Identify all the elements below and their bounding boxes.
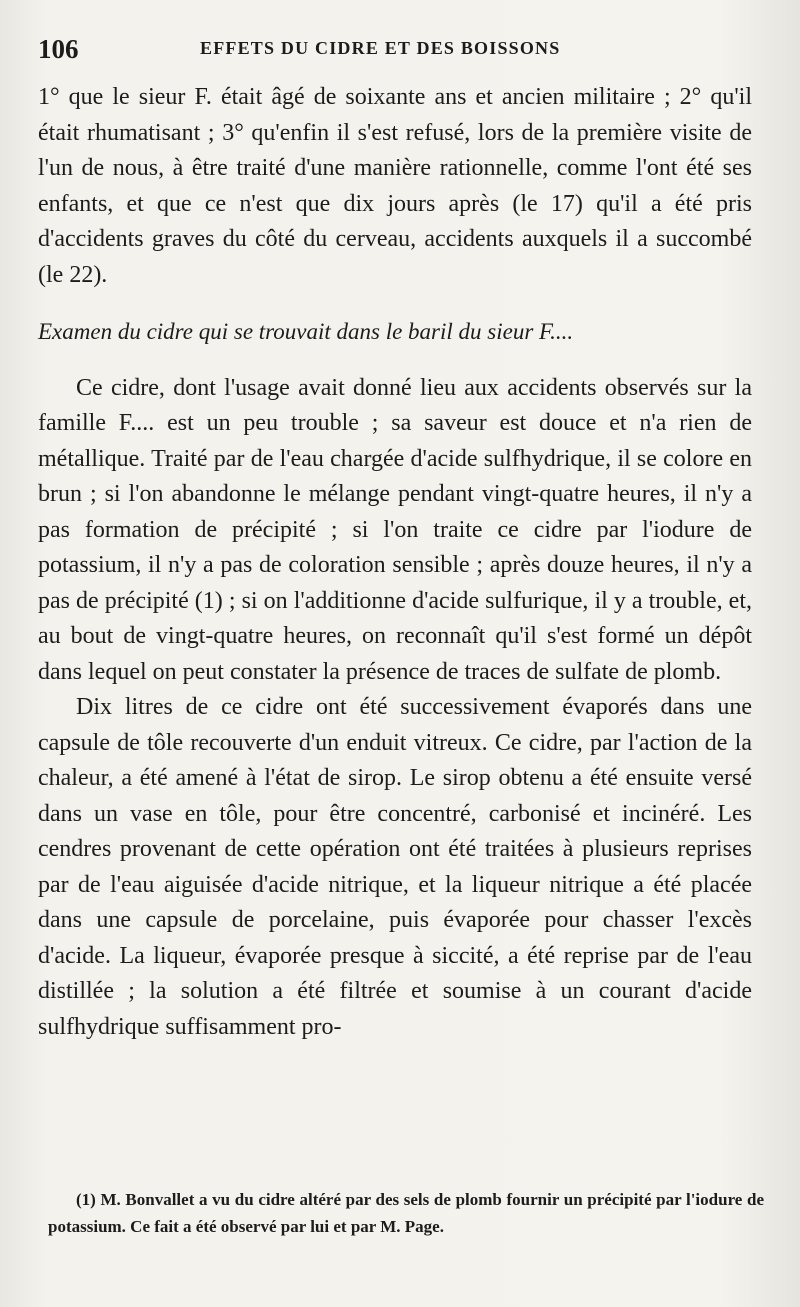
section-heading: Examen du cidre qui se trouvait dans le baril du sieur F.... (38, 319, 574, 344)
paragraph-evaporation: Dix litres de ce cidre ont été successivement évaporés dans une capsule de tôle recouverte d'un enduit vitreux. Ce cidre, par l'action de la chaleur, a été amené à l'état de sirop. Le sirop obtenu a été ensuite versé dans un vase en tôle, pour être concentré, carbonisé et incinéré. Les cendres provenant de cette opération ont été traitées à plusieurs reprises par de l'eau aiguisée d'acide nitrique, et la liqueur nitrique a été placée dans une capsule de porcelaine, puis évaporée pour chasser l'excès d'acide. La liqueur, évaporée presque à siccité, a été reprise par de l'eau distillée ; la solution a été filtrée et soumise à un courant d'acide sulfhydrique suffisamment pro- (38, 694, 752, 1040)
main-text (38, 80, 752, 1045)
paragraph-cidre-analysis: Ce cidre, dont l'usage avait donné lieu aux accidents observés sur la famille F.... est un peu trouble ; sa saveur est douce et n'a rien de métallique. Traité par de l'eau chargée d'acide sulfhydrique, il se colore en brun ; si l'on abandonne le mélange pendant vingt-quatre heures, il n'y a pas formation de précipité ; si l'on traite ce cidre par l'iodure de potassium, il n'y a pas de coloration sensible ; après douze heures, il n'y a pas de précipité (1) ; si on l'additionne d'acide sulfurique, il y a trouble, et, au bout de vingt-quatre heures, on reconnaît qu'il s'est formé un dépôt dans lequel on peut constater la présence de traces de sulfate de plomb. (38, 374, 752, 685)
page-header (38, 34, 758, 64)
page-number: 106 (38, 34, 79, 64)
footnote-1: (1) M. Bonvallet a vu du cidre altéré par des sels de plomb fournir un précipité par l'iodure de potassium. Ce fait a été observé par lui et par M. Page. (48, 1190, 764, 1236)
running-head: EFFETS DU CIDRE ET DES BOISSONS (200, 38, 561, 58)
footnotes (48, 1186, 764, 1240)
opening-paragraph: 1° que le sieur F. était âgé de soixante ans et ancien militaire ; 2° qu'il était rhumatisant ; 3° qu'enfin il s'est refusé, lors de la première visite de l'un de nous, à être traité d'une manière rationnelle, comme l'ont été ses enfants, et que ce n'est que dix jours après (le 17) qu'il a été pris d'accidents graves du côté du cerveau, accidents auxquels il a succombé (le 22). (38, 84, 752, 288)
